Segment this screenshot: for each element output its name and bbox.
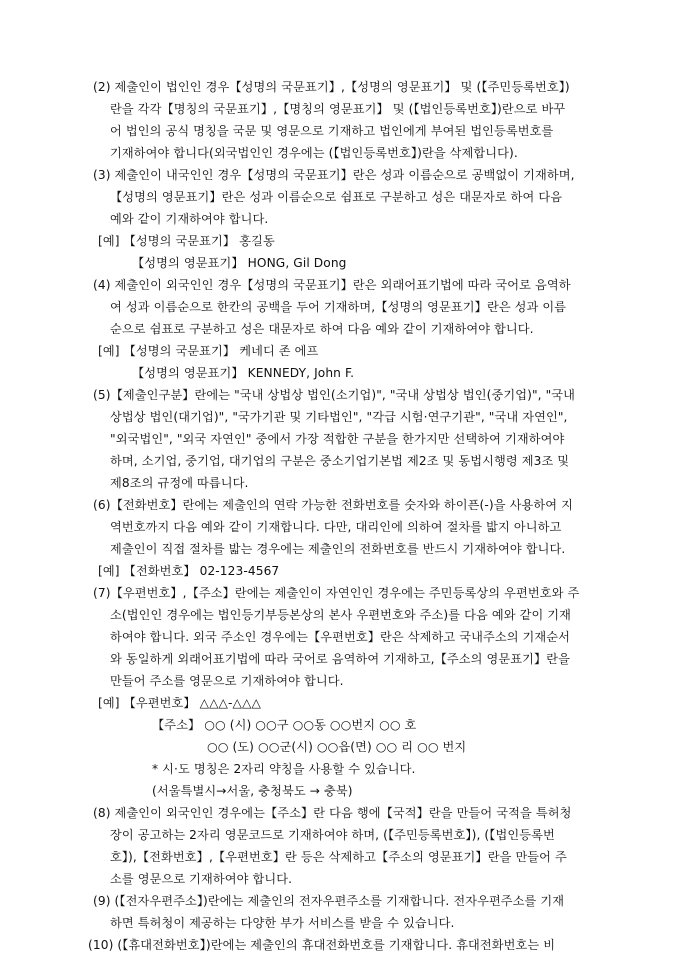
- example-foreign-korean-name: [예] 【성명의 국문표기】 케네디 존 에프: [98, 344, 319, 358]
- example-address-1: 【주소】 ○○ (시) ○○구 ○○동 ○○번지 ○○ 호: [152, 718, 417, 732]
- item-2-line-2: 란을 각각【명칭의 국문표기】,【명칭의 영문표기】 및 (【법인등록번호】)란으로 바꾸: [110, 102, 566, 116]
- example-address-2: ○○ (도) ○○군(시) ○○읍(면) ○○ 리 ○○ 번지: [207, 740, 467, 754]
- item-9-line-1: (9) (【전자우편주소】)란에는 제출인의 전자우편주소를 기재합니다. 전자우편주소를 기재: [93, 894, 565, 908]
- item-8-line-4: 소를 영문으로 기재하여야 합니다.: [110, 872, 293, 886]
- item-3-line-1: (3) 제출인이 내국인인 경우【성명의 국문표기】란은 성과 이름순으로 공백없이 기재하며,: [93, 168, 575, 182]
- item-8-line-2: 장이 공고하는 2자리 영문코드로 기재하여야 하며, (【주민등록번호】), (【법인등록번: [110, 828, 555, 842]
- item-6-line-1: (6)【전화번호】란에는 제출인의 연락 가능한 전화번호를 숫자와 하이픈(-)을 사용하여 지: [93, 498, 573, 512]
- item-4-line-1: (4) 제출인이 외국인인 경우【성명의 국문표기】란은 외래어표기법에 따라 국어로 음역하: [93, 278, 571, 292]
- item-5-line-4: 하며, 소기업, 중기업, 대기업의 구분은 중소기업기본법 제2조 및 동법시행령 제3조 및: [110, 454, 570, 468]
- item-7-line-2: 소(법인인 경우에는 법인등기부등본상의 본사 우편번호와 주소)를 다음 예와 같이 기재: [110, 608, 572, 622]
- item-5-line-1: (5)【제출인구분】란에는 "국내 상법상 법인(소기업)", "국내 상법상 법인(중기업)", "국내: [93, 388, 576, 402]
- example-foreign-english-name: 【성명의 영문표기】 KENNEDY, John F.: [132, 366, 355, 380]
- item-4-line-2: 여 성과 이름순으로 한칸의 공백을 두어 기재하며,【성명의 영문표기】란은 성과 이름: [110, 300, 567, 314]
- item-7-line-5: 만들어 주소를 영문으로 기재하여야 합니다.: [110, 674, 344, 688]
- item-9-line-2: 하면 특허청이 제공하는 다양한 부가 서비스를 받을 수 있습니다.: [110, 916, 455, 930]
- item-2-line-4: 기재하여야 합니다(외국법인인 경우에는 (【법인등록번호】)란을 삭제합니다).: [110, 146, 518, 160]
- item-2-line-1: (2) 제출인이 법인인 경우【성명의 국문표기】,【성명의 영문표기】 및 (【주민등록번호】): [93, 80, 570, 94]
- note-abbreviation: * 시·도 명칭은 2자리 약칭을 사용할 수 있습니다.: [152, 762, 416, 776]
- item-10-line-1: (10) (【휴대전화번호】)란에는 제출인의 휴대전화번호를 기재합니다. 휴대전화번호는 비: [88, 938, 556, 952]
- item-6-line-3: 제출인이 직접 절차를 밟는 경우에는 제출인의 전화번호를 반드시 기재하여야 합니다.: [110, 542, 566, 556]
- item-7-line-1: (7)【우편번호】,【주소】란에는 제출인이 자연인인 경우에는 주민등록상의 우편번호와 주: [93, 586, 580, 600]
- example-english-name: 【성명의 영문표기】 HONG, Gil Dong: [132, 256, 347, 270]
- item-8-line-1: (8) 제출인이 외국인인 경우에는【주소】란 다음 행에【국적】란을 만들어 국적을 특허청: [93, 806, 572, 820]
- item-3-line-2: 【성명의 영문표기】란은 성과 이름순으로 쉼표로 구분하고 성은 대문자로 하여 다음: [110, 190, 563, 204]
- item-6-line-2: 역번호까지 다음 예와 같이 기재합니다. 다만, 대리인에 의하여 절차를 밟지 아니하고: [110, 520, 562, 534]
- item-4-line-3: 순으로 쉼표로 구분하고 성은 대문자로 하여 다음 예와 같이 기재하여야 합니다.: [110, 322, 534, 336]
- note-abbreviation-example: (서울특별시→서울, 충청북도 → 충북): [152, 784, 353, 798]
- item-5-line-3: "외국법인", "외국 자연인" 중에서 가장 적합한 구분을 한가지만 선택하여 기재하여야: [110, 432, 565, 446]
- item-8-line-3: 호】),【전화번호】,【우편번호】란 등은 삭제하고【주소의 영문표기】란을 만들어 주: [110, 850, 567, 864]
- example-korean-name: [예] 【성명의 국문표기】 홍길동: [98, 234, 275, 248]
- item-7-line-4: 와 동일하게 외래어표기법에 따라 국어로 음역하여 기재하고,【주소의 영문표기】란을: [110, 652, 571, 666]
- example-postal-code: [예] 【우편번호】 △△△-△△△: [98, 696, 261, 710]
- item-5-line-2: 상법상 법인(대기업)", "국가기관 및 기타법인", "각급 시험·연구기관", "국내 자연인",: [110, 410, 568, 424]
- item-3-line-3: 예와 같이 기재하여야 합니다.: [110, 212, 269, 226]
- example-phone: [예] 【전화번호】 02-123-4567: [98, 564, 280, 578]
- item-2-line-3: 어 법인의 공식 명칭을 국문 및 영문으로 기재하고 법인에게 부여된 법인등록번호를: [110, 124, 554, 138]
- item-5-line-5: 제8조의 규정에 따릅니다.: [110, 476, 249, 490]
- item-7-line-3: 하여야 합니다. 외국 주소인 경우에는【우편번호】란은 삭제하고 국내주소의 기재순서: [110, 630, 571, 644]
